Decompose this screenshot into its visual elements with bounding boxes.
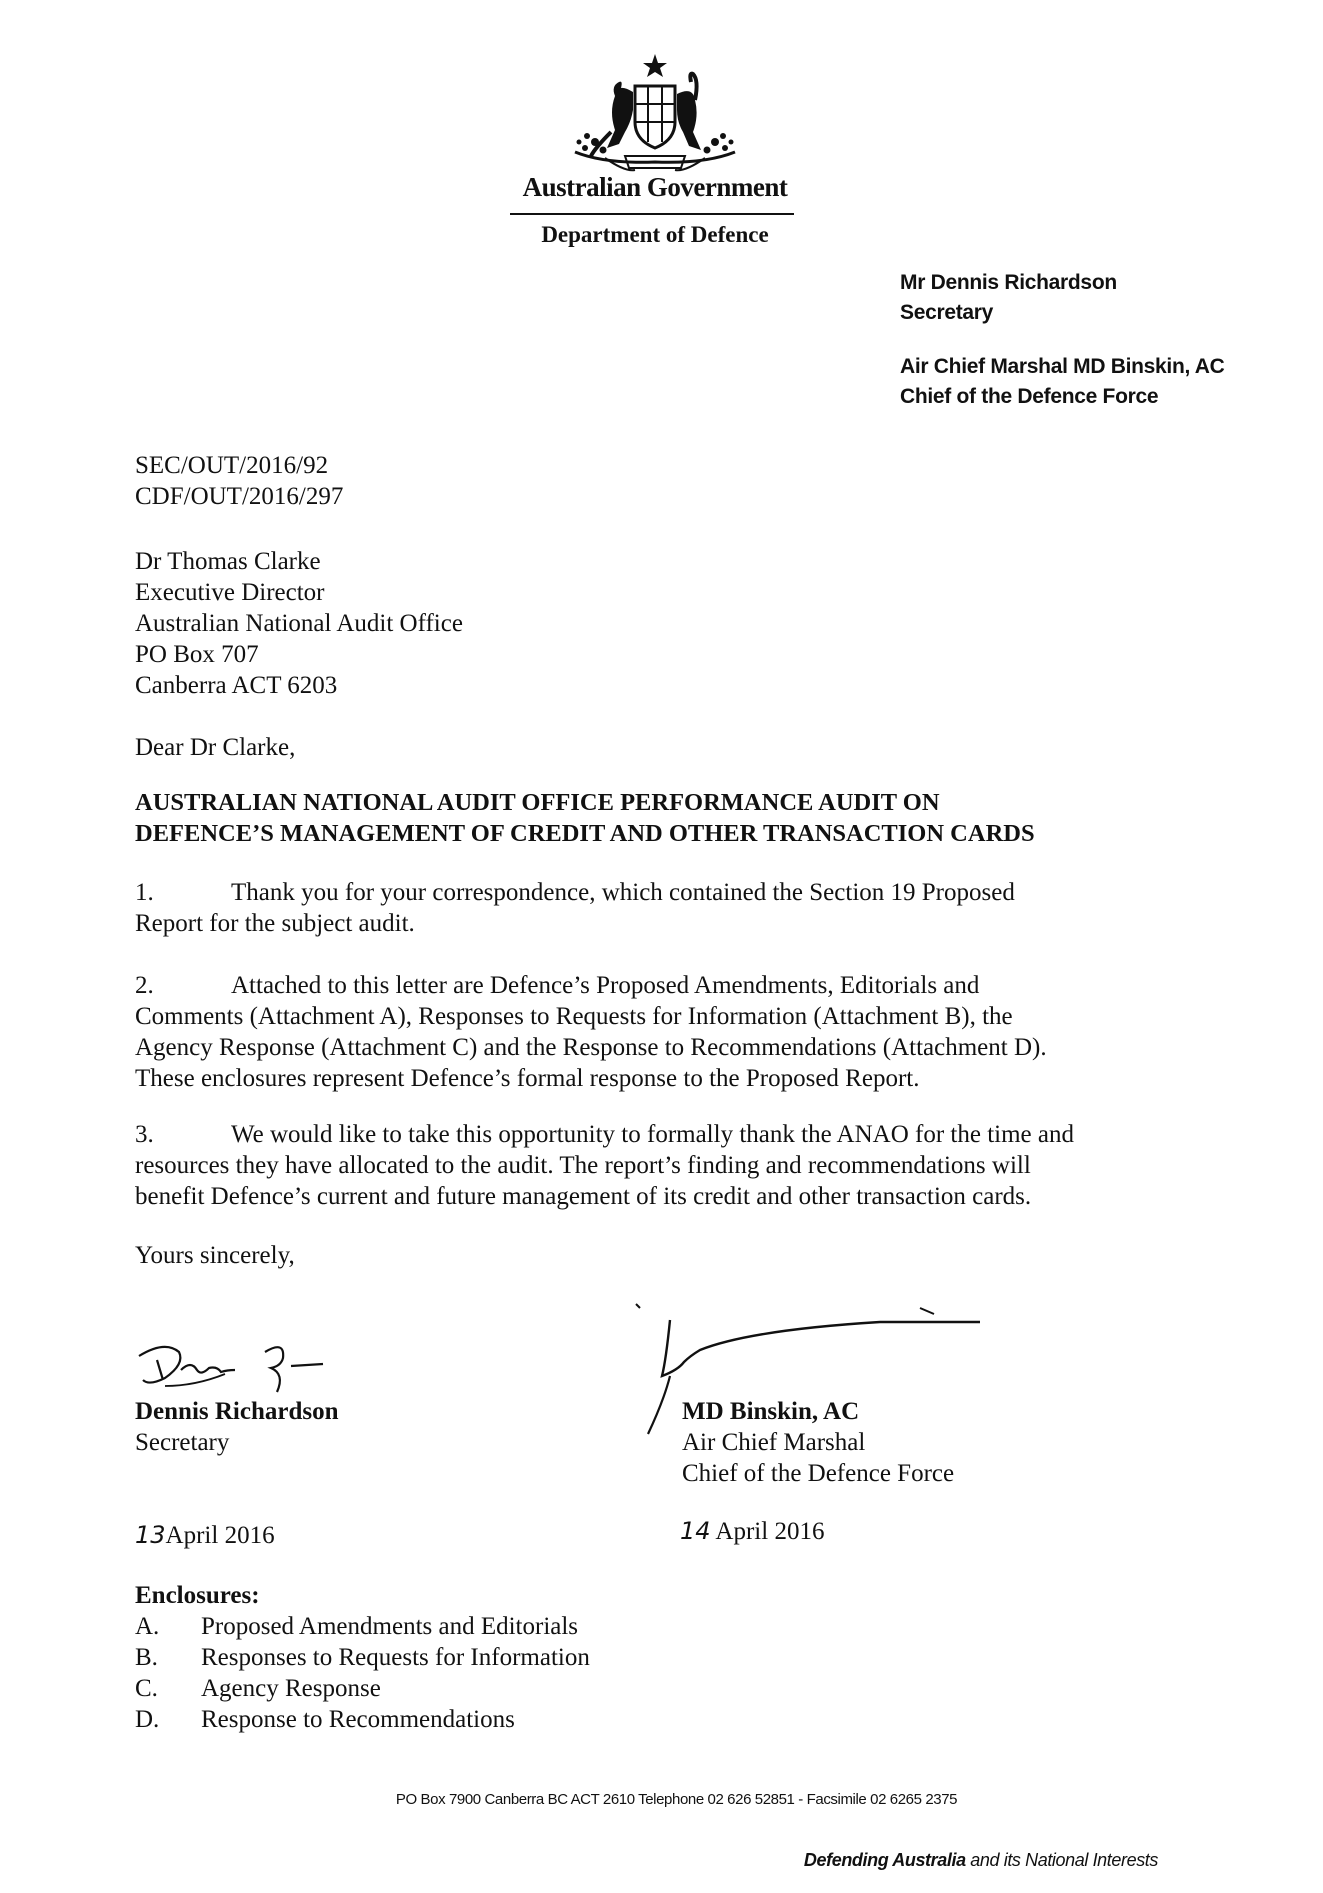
enclosure-item bbox=[135, 1704, 590, 1735]
date-month-year: April 2016 bbox=[715, 1518, 825, 1545]
address-line: Dr Thomas Clarke bbox=[135, 548, 321, 575]
paragraph-2 bbox=[135, 970, 1195, 1094]
enclosure-item bbox=[135, 1673, 590, 1704]
enclosure-letter: A. bbox=[135, 1613, 160, 1640]
paragraph-line: benefit Defence’s current and future management of its credit and other transaction cards. bbox=[135, 1183, 1032, 1210]
signatory-name: Dennis Richardson bbox=[135, 1398, 339, 1425]
sender-name: Mr Dennis Richardson bbox=[900, 271, 1117, 294]
sender-title: Chief of the Defence Force bbox=[900, 385, 1159, 408]
recipient-address bbox=[135, 546, 463, 701]
enclosure-text: Responses to Requests for Information bbox=[201, 1644, 590, 1671]
enclosure-text: Agency Response bbox=[201, 1675, 381, 1702]
enclosure-letter: D. bbox=[135, 1706, 160, 1733]
letterhead-divider bbox=[510, 213, 794, 215]
enclosure-letter: B. bbox=[135, 1644, 158, 1671]
signature-date-1 bbox=[135, 1520, 275, 1551]
sender-title: Secretary bbox=[900, 301, 994, 324]
reference-line: CDF/OUT/2016/297 bbox=[135, 483, 344, 510]
signatory-name: MD Binskin, AC bbox=[682, 1398, 860, 1425]
tagline-rest: and its National Interests bbox=[965, 1850, 1158, 1870]
address-line: Australian National Audit Office bbox=[135, 610, 463, 637]
reference-line: SEC/OUT/2016/92 bbox=[135, 452, 329, 479]
signatory-richardson bbox=[135, 1396, 339, 1458]
paragraph-number: 2. bbox=[135, 972, 154, 999]
paragraph-line: Attached to this letter are Defence’s Proposed Amendments, Editorials and bbox=[231, 972, 980, 999]
footer-tagline bbox=[804, 1850, 1158, 1871]
signatory-title: Secretary bbox=[135, 1429, 230, 1456]
enclosure-item bbox=[135, 1611, 590, 1642]
address-line: Executive Director bbox=[135, 579, 325, 606]
paragraph-3 bbox=[135, 1119, 1195, 1212]
paragraph-line: resources they have allocated to the audit. The report’s finding and recommendations will bbox=[135, 1152, 1031, 1179]
paragraph-line: We would like to take this opportunity to formally thank the ANAO for the time and bbox=[231, 1121, 1074, 1148]
address-line: Canberra ACT 6203 bbox=[135, 672, 338, 699]
enclosure-text: Proposed Amendments and Editorials bbox=[201, 1613, 579, 1640]
tagline-bold: Defending Australia bbox=[803, 1850, 966, 1870]
signatory-title: Chief of the Defence Force bbox=[682, 1460, 955, 1487]
signatory-title: Air Chief Marshal bbox=[682, 1429, 866, 1456]
paragraph-line: Report for the subject audit. bbox=[135, 910, 415, 937]
sender-name: Air Chief Marshal MD Binskin, AC bbox=[900, 355, 1225, 378]
address-line: PO Box 707 bbox=[135, 641, 259, 668]
paragraph-line: These enclosures represent Defence’s formal response to the Proposed Report. bbox=[135, 1065, 920, 1092]
subject-line: AUSTRALIAN NATIONAL AUDIT OFFICE PERFORMANCE AUDIT ON bbox=[135, 789, 940, 816]
government-title: Australian Government bbox=[522, 172, 788, 202]
enclosure-text: Response to Recommendations bbox=[201, 1706, 515, 1733]
paragraph-line: Agency Response (Attachment C) and the Response to Recommendations (Attachment D). bbox=[135, 1034, 1047, 1061]
department-title: Department of Defence bbox=[541, 222, 769, 247]
enclosure-letter: C. bbox=[135, 1675, 158, 1702]
signature-date-2 bbox=[680, 1516, 824, 1547]
sender-secretary bbox=[900, 268, 1117, 328]
paragraph-line: Comments (Attachment A), Responses to Requests for Information (Attachment B), the bbox=[135, 1003, 1013, 1030]
handwritten-day: 14 bbox=[680, 1517, 711, 1545]
sender-cdf bbox=[900, 352, 1225, 412]
footer-contact: PO Box 7900 Canberra BC ACT 2610 Telephone 02 626 52851 - Facsimile 02 6265 2375 bbox=[395, 1791, 958, 1808]
signatory-binskin bbox=[682, 1396, 954, 1489]
letter-subject bbox=[135, 787, 1195, 849]
reference-numbers bbox=[135, 450, 343, 512]
subject-line: DEFENCE’S MANAGEMENT OF CREDIT AND OTHER TRANSACTION CARDS bbox=[135, 820, 1035, 847]
date-month-year: April 2016 bbox=[165, 1522, 275, 1549]
paragraph-number: 3. bbox=[135, 1121, 154, 1148]
paragraph-1 bbox=[135, 877, 1195, 939]
enclosures bbox=[135, 1580, 590, 1735]
enclosures-heading: Enclosures: bbox=[135, 1582, 260, 1609]
enclosure-item bbox=[135, 1642, 590, 1673]
closing: Yours sincerely, bbox=[135, 1242, 295, 1269]
paragraph-number: 1. bbox=[135, 879, 154, 906]
paragraph-line: Thank you for your correspondence, which contained the Section 19 Proposed bbox=[231, 879, 1015, 906]
handwritten-day: 13 bbox=[135, 1521, 166, 1549]
salutation: Dear Dr Clarke, bbox=[135, 734, 296, 761]
coat-of-arms-icon bbox=[565, 52, 745, 176]
